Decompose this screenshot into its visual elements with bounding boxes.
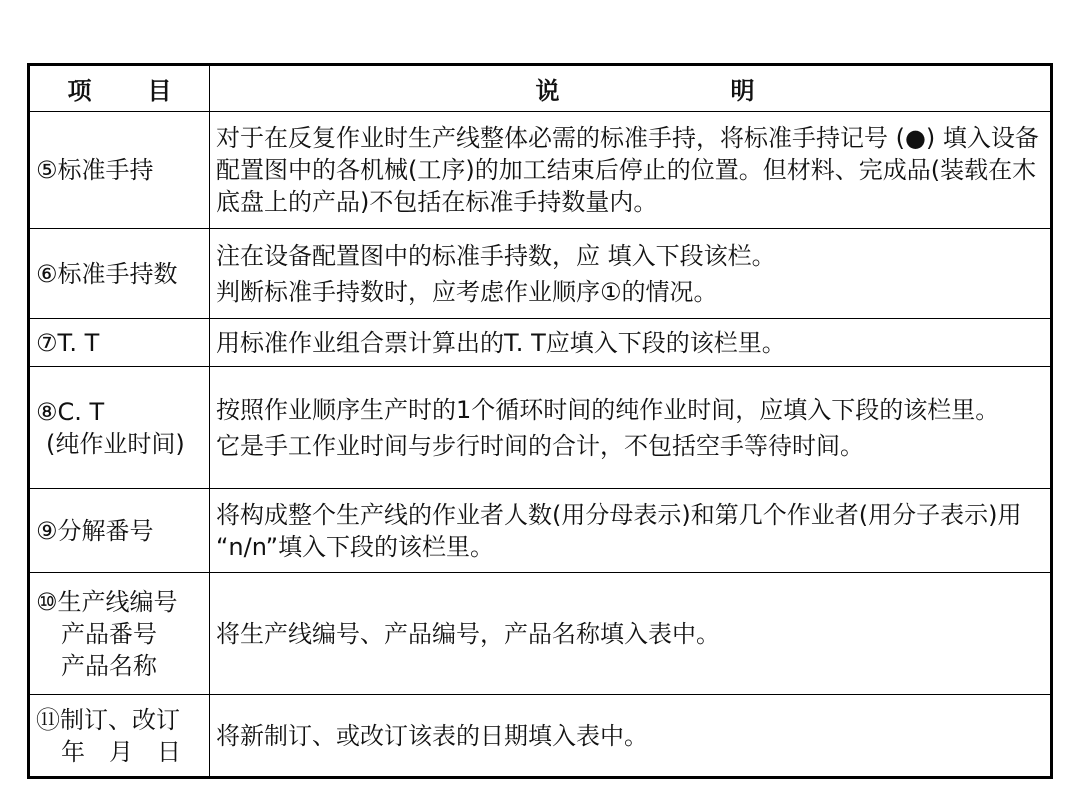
- item-standard-stock-count: [30, 229, 210, 319]
- item-sublabel: 产品番号: [61, 619, 157, 648]
- desc-standard-stock-count: [210, 229, 1050, 319]
- item-label: ⑧C. T: [36, 397, 105, 426]
- desc-text: 按照作业顺序生产时的1个循环时间的纯作业时间，应填入下段的该栏里。: [216, 395, 1000, 424]
- date-labels: [36, 736, 209, 768]
- item-label: ⑩生产线编号: [36, 587, 178, 616]
- item-sublabel: (纯作业时间): [46, 429, 185, 458]
- item-label: ⑥标准手持数: [36, 259, 178, 288]
- desc-text: 对于在反复作业时生产线整体必需的标准手持，将标准手持记号 (●) 填入设备配置图中的各机械(工序)的加工结束后停止的位置。但材料、完成品(装载在木底盘上的产品)不包括在标准手持数量内。: [216, 124, 1039, 216]
- desc-text: 将新制订、或改订该表的日期填入表中。: [216, 721, 648, 750]
- day-label: 日: [157, 737, 181, 766]
- item-label: ⑤标准手持: [36, 156, 154, 184]
- item-revision-date: [30, 695, 210, 776]
- item-label: ⑪制订、改订: [36, 705, 180, 734]
- header-desc-char-2: 明: [730, 77, 755, 105]
- item-ct: [30, 367, 210, 489]
- year-label: 年: [61, 737, 85, 766]
- item-sublabel: 产品名称: [61, 651, 157, 680]
- item-tt: [30, 319, 210, 367]
- header-item: [30, 66, 210, 112]
- desc-text: 注在设备配置图中的标准手持数，应 填入下段该栏。: [216, 241, 776, 270]
- item-standard-stock: [30, 112, 210, 229]
- item-breakdown-number: [30, 489, 210, 573]
- item-line-product: [30, 573, 210, 695]
- desc-line-product: [210, 573, 1050, 695]
- desc-text: 判断标准手持数时，应考虑作业顺序①的情况。: [216, 277, 718, 306]
- desc-standard-stock: [210, 112, 1050, 229]
- desc-text: 将构成整个生产线的作业者人数(用分母表示)和第几个作业者(用分子表示)用 “n/n”填入下段的该栏里。: [216, 500, 1022, 561]
- header-item-char-2: 目: [147, 77, 172, 105]
- desc-breakdown-number: [210, 489, 1050, 573]
- desc-text: 将生产线编号、产品编号，产品名称填入表中。: [216, 619, 720, 648]
- header-description: [210, 66, 1050, 112]
- header-desc-char-1: 说: [535, 77, 560, 105]
- item-label: ⑨分解番号: [36, 516, 154, 545]
- header-item-char-1: 项: [67, 77, 92, 105]
- desc-text: 它是手工作业时间与步行时间的合计，不包括空手等待时间。: [216, 431, 864, 460]
- item-label: ⑦T. T: [36, 328, 100, 357]
- month-label: 月: [109, 737, 133, 766]
- standard-work-table: [27, 63, 1053, 779]
- desc-tt: [210, 319, 1050, 367]
- desc-ct: [210, 367, 1050, 489]
- desc-text: 用标准作业组合票计算出的T. T应填入下段的该栏里。: [216, 328, 786, 357]
- desc-revision-date: [210, 695, 1050, 776]
